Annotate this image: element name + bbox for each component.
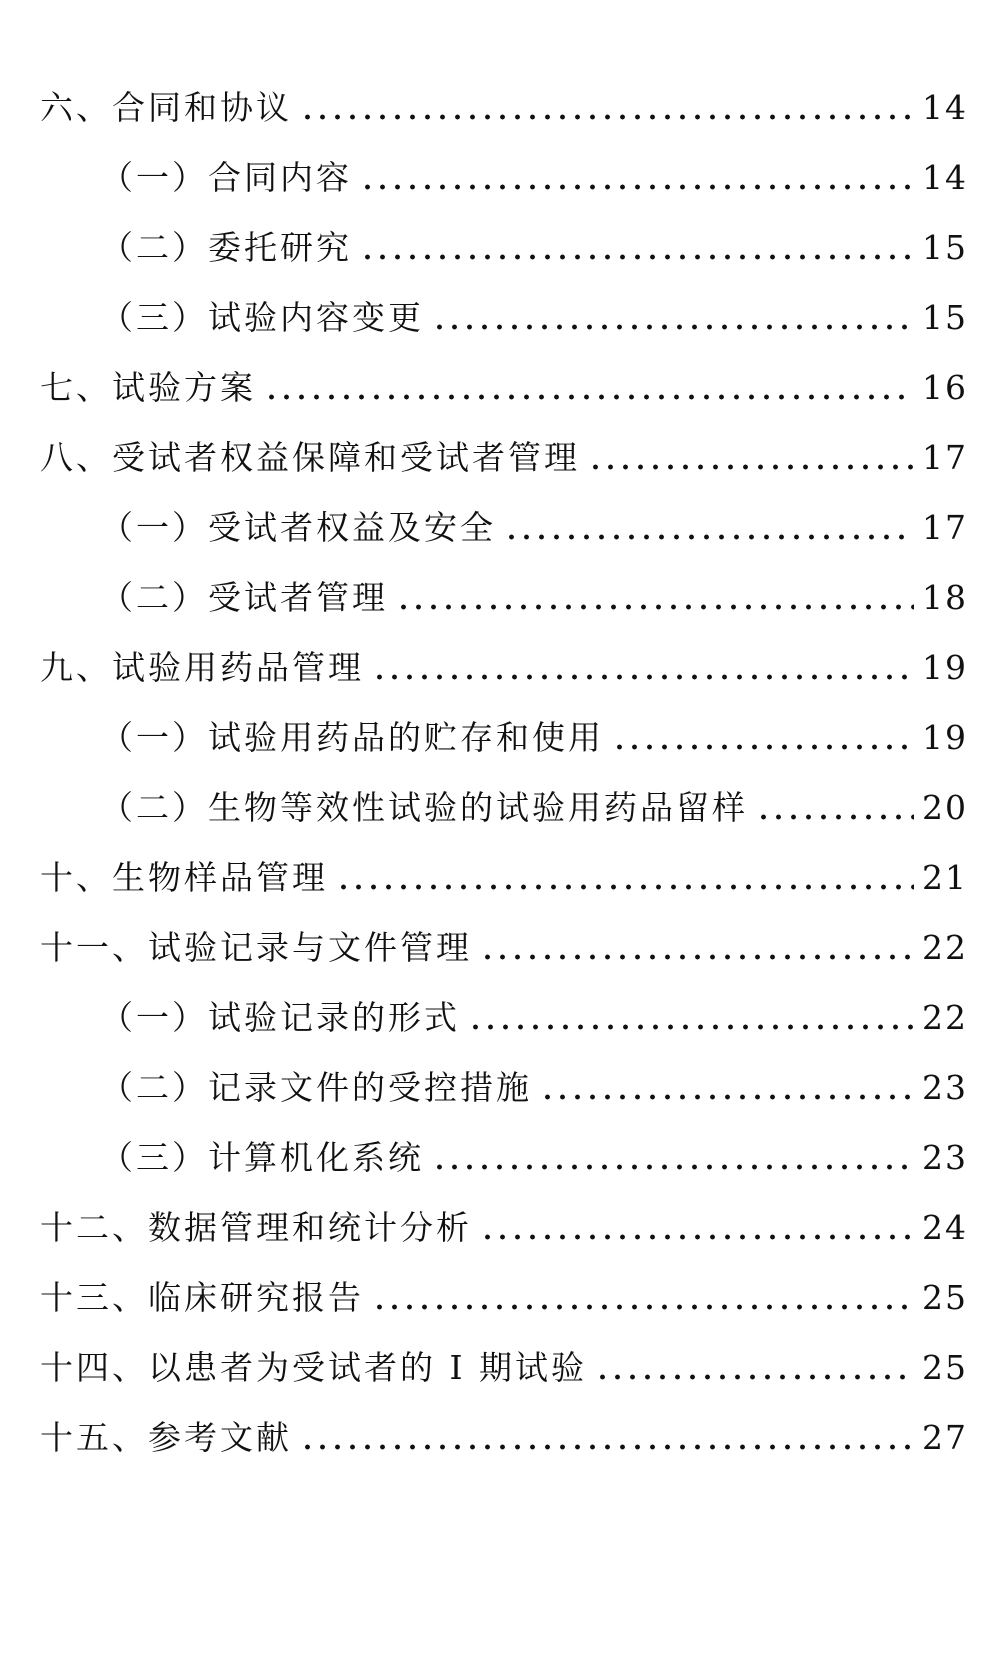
toc-entry[interactable]: [40, 270, 968, 340]
toc-entry[interactable]: [40, 1040, 968, 1110]
toc-entry-page: 22: [922, 998, 968, 1037]
toc-entry-page: 18: [922, 578, 968, 617]
toc-entry-title: 十四、以患者为受试者的 I 期试验: [40, 1348, 588, 1387]
dot-leader: [360, 254, 914, 260]
dot-leader: [432, 1164, 914, 1170]
dot-leader: [756, 814, 914, 820]
dot-leader: [300, 114, 914, 120]
toc-entry[interactable]: [40, 1250, 968, 1320]
toc-entry[interactable]: [40, 690, 968, 760]
toc-entry-title: （一）合同内容: [100, 158, 352, 197]
toc-entry[interactable]: [40, 620, 968, 690]
toc-entry[interactable]: [40, 970, 968, 1040]
dot-leader: [264, 394, 914, 400]
toc-entry-title: （二）生物等效性试验的试验用药品留样: [100, 788, 748, 827]
toc-entry[interactable]: [40, 1180, 968, 1250]
toc-entry-page: 15: [922, 298, 968, 337]
dot-leader: [612, 744, 914, 750]
toc-entry-page: 20: [922, 788, 968, 827]
toc-entry-title: 十、生物样品管理: [40, 858, 328, 897]
toc-entry-title: （一）受试者权益及安全: [100, 508, 496, 547]
toc-entry-title: 十三、临床研究报告: [40, 1278, 364, 1317]
toc-entry-title: （一）试验用药品的贮存和使用: [100, 718, 604, 757]
dot-leader: [468, 1024, 914, 1030]
toc-entry-page: 25: [922, 1348, 968, 1387]
dot-leader: [372, 1304, 914, 1310]
toc-entry[interactable]: [40, 1390, 968, 1460]
toc-entry[interactable]: [40, 1320, 968, 1390]
toc-entry[interactable]: [40, 410, 968, 480]
toc-entry-title: 九、试验用药品管理: [40, 648, 364, 687]
dot-leader: [360, 184, 914, 190]
toc-entry-title: 十五、参考文献: [40, 1418, 292, 1457]
dot-leader: [372, 674, 914, 680]
toc-entry-title: （二）受试者管理: [100, 578, 388, 617]
toc-entry-page: 22: [922, 928, 968, 967]
toc-entry[interactable]: [40, 340, 968, 410]
toc-entry[interactable]: [40, 900, 968, 970]
toc-entry[interactable]: [40, 830, 968, 900]
toc-entry-page: 23: [922, 1068, 968, 1107]
toc-entry[interactable]: [40, 60, 968, 130]
toc-entry-page: 14: [922, 158, 968, 197]
toc-entry-page: 25: [922, 1278, 968, 1317]
toc-entry[interactable]: [40, 760, 968, 830]
toc-entry-title: （三）计算机化系统: [100, 1138, 424, 1177]
toc-entry-title: 六、合同和协议: [40, 88, 292, 127]
toc-entry[interactable]: [40, 550, 968, 620]
dot-leader: [504, 534, 914, 540]
dot-leader: [480, 1234, 914, 1240]
toc-entry-title: 十二、数据管理和统计分析: [40, 1208, 472, 1247]
toc-entry-title: （三）试验内容变更: [100, 298, 424, 337]
dot-leader: [396, 604, 914, 610]
toc-entry[interactable]: [40, 1110, 968, 1180]
dot-leader: [432, 324, 914, 330]
toc-entry-title: 七、试验方案: [40, 368, 256, 407]
toc-entry-page: 24: [922, 1208, 968, 1247]
toc-entry-page: 19: [922, 648, 968, 687]
dot-leader: [300, 1444, 914, 1450]
toc-entry-page: 21: [922, 858, 968, 897]
toc-entry-page: 16: [922, 368, 968, 407]
toc-entry[interactable]: [40, 200, 968, 270]
toc-entry-title: （二）委托研究: [100, 228, 352, 267]
toc-entry-title: （一）试验记录的形式: [100, 998, 460, 1037]
toc-entry-page: 19: [922, 718, 968, 757]
table-of-contents: [40, 60, 968, 1460]
dot-leader: [540, 1094, 914, 1100]
toc-entry-title: 十一、试验记录与文件管理: [40, 928, 472, 967]
toc-entry-title: 八、受试者权益保障和受试者管理: [40, 438, 580, 477]
dot-leader: [595, 1374, 914, 1380]
dot-leader: [480, 954, 914, 960]
toc-entry-page: 27: [922, 1418, 968, 1457]
toc-entry[interactable]: [40, 130, 968, 200]
toc-entry-page: 15: [922, 228, 968, 267]
toc-entry[interactable]: [40, 480, 968, 550]
toc-entry-page: 23: [922, 1138, 968, 1177]
dot-leader: [588, 464, 914, 470]
toc-entry-title: （二）记录文件的受控措施: [100, 1068, 532, 1107]
toc-entry-page: 14: [922, 88, 968, 127]
toc-entry-page: 17: [922, 508, 968, 547]
toc-entry-page: 17: [922, 438, 968, 477]
dot-leader: [336, 884, 914, 890]
